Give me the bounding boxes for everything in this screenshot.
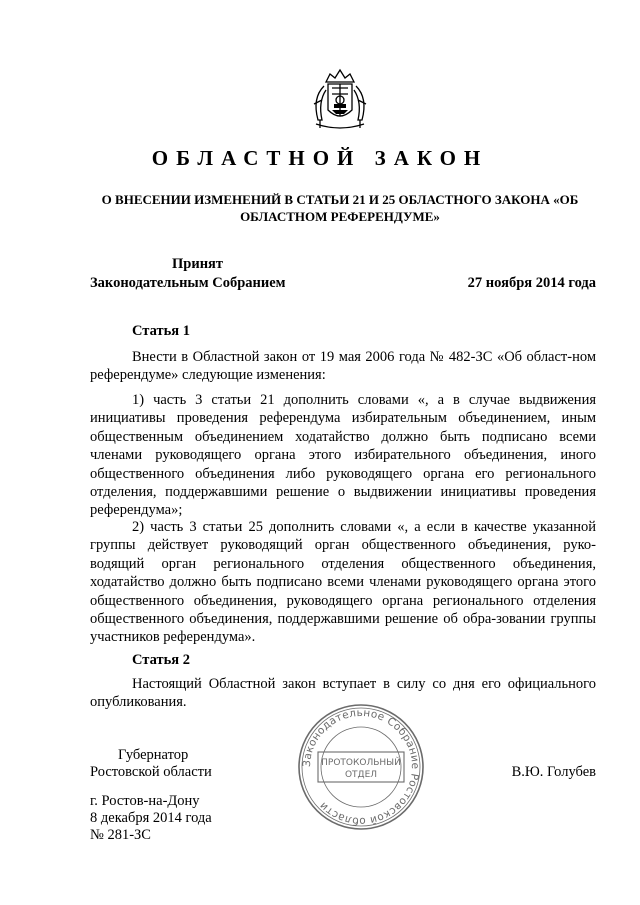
adoption-date: 27 ноября 2014 года: [467, 275, 596, 291]
article-1-heading: Статья 1: [132, 323, 190, 339]
document-subtitle: [100, 191, 580, 225]
article-1-intro: Внести в Областной закон от 19 мая 2006 года № 482-ЗС «Об област-ном референдуме» следующие изменения:: [90, 349, 596, 384]
signing-date: 8 декабря 2014 года: [90, 810, 212, 826]
official-stamp: [296, 702, 426, 832]
adopted-label: Принят: [172, 256, 224, 272]
subtitle-line-2: ОБЛАСТНОМ РЕФЕРЕНДУМЕ»: [240, 209, 440, 224]
coat-of-arms-icon: [302, 60, 378, 136]
stamp-outer-text: Законодательное Собрание Ростовской области: [300, 706, 422, 828]
signer-name: В.Ю. Голубев: [511, 764, 596, 780]
article-1-item-2: 2) часть 3 статьи 25 дополнить словами «, а если в качестве указанной группы действует руководящий орган общественного объединения, руко-водящий орган регионального отделения общественного объединения, ходатайство должно быть подписано всеми членами руководящего органа этого общественного объединения, руководящего органа регионального отделения общественного объединения, поддержавшими решение об обра-зовании группы участников референдума».: [90, 519, 596, 646]
law-number: № 281-ЗС: [90, 827, 151, 843]
stamp-inner-line-2: ОТДЕЛ: [344, 770, 378, 780]
subtitle-line-1: О ВНЕСЕНИИ ИЗМЕНЕНИЙ В СТАТЬИ 21 И 25 ОБЛАСТНОГО ЗАКОНА «ОБ: [101, 192, 579, 207]
article-1-item-1: 1) часть 3 статьи 21 дополнить словами «, а в случае выдвижения инициативы проведения референдума избирательным объединением, иным общественным объединением ходатайство должно быть подписано всеми членами руководящего органа этого избирательного объединения, иного общественного объединения либо руководящего органа его регионального отделения, поддержавшими решение о выдвижении инициативы проведения референдума»;: [90, 392, 596, 519]
article-2-heading: Статья 2: [132, 652, 190, 668]
stamp-inner-line-1: ПРОТОКОЛЬНЫЙ: [321, 758, 401, 768]
document-title: ОБЛАСТНОЙ ЗАКОН: [151, 146, 489, 170]
article-2-text: Настоящий Областной закон вступает в силу со дня его официального опубликования.: [90, 676, 596, 711]
adopted-by: Законодательным Собранием: [90, 275, 286, 291]
signer-position-line-1: Губернатор: [118, 747, 189, 763]
signing-city: г. Ростов-на-Дону: [90, 793, 200, 809]
signer-position-line-2: Ростовской области: [90, 764, 212, 780]
